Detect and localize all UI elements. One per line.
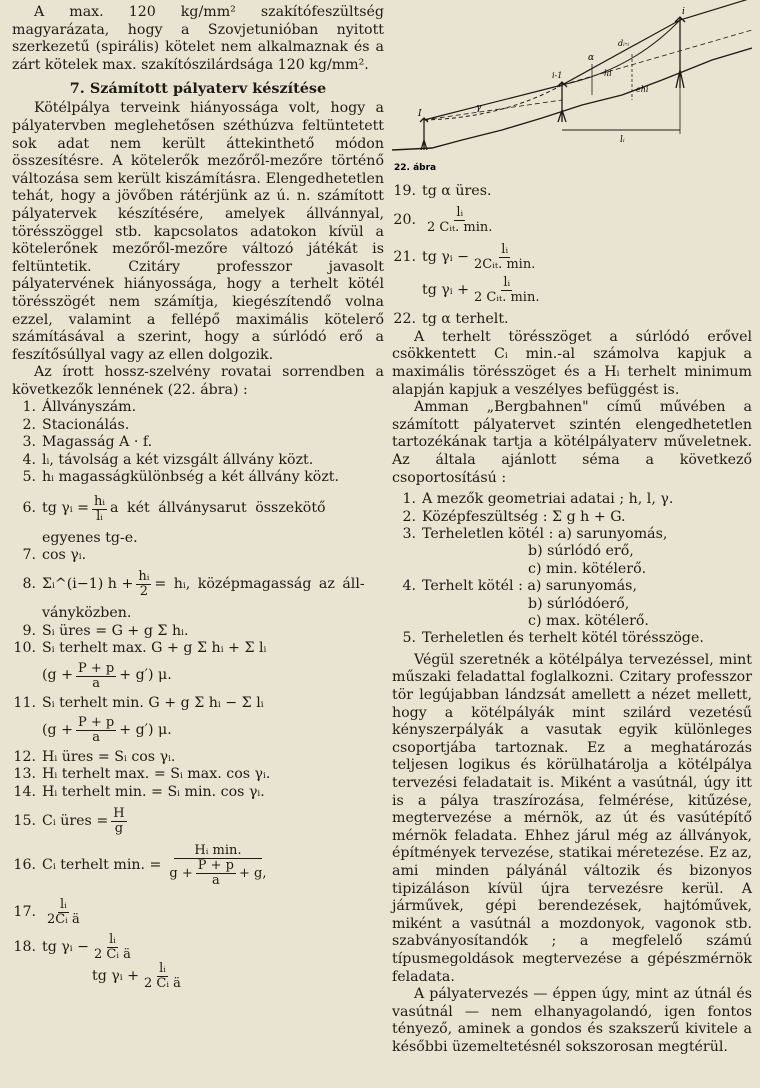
svg-text:lᵢ: lᵢ <box>620 135 625 145</box>
formula-10: 10. Sᵢ terhelt max. G + g Σ hᵢ + Σ lᵢ <box>13 640 267 657</box>
formula-6-cont: egyenes tg-e. <box>42 529 138 546</box>
formula-11: 11. Sᵢ terhelt min. G + g Σ hᵢ − Σ lᵢ <box>13 694 264 711</box>
formula-8: 8. Σᵢ^(i−1) h + $\frac{\text{hᵢ}}{2}$ = hᵢ, középmagasság az áll- <box>22 569 365 600</box>
formula-6: 6. tg γᵢ = $\frac{\text{hᵢ}}{\text{lᵢ}}$ a két állványsarut összekötő <box>22 493 326 524</box>
list-item: 1. Állványszám. <box>22 399 137 416</box>
formula-11-paren: (g + $\frac{P + p}{a}$ + g′) μ. <box>42 714 172 745</box>
list-item: 3. Magasság A · f. <box>22 434 153 451</box>
formula-9: 9. Sᵢ üres = G + g Σ hᵢ. <box>22 622 189 639</box>
list-item: 2. Középfeszültség : Σ g h + G. <box>402 508 626 525</box>
paragraph-6: A pályatervezés — éppen úgy, mint az útnál és vasútnál — nem elhanyagolandó, igen fontos tényező, aminek a gondos és szakszerű kivitele a későbbi üzemeltetésnél sokszorosan megtérül. <box>392 986 752 1055</box>
formula-17: 17. $\frac{\text{lᵢ}}{\text{2Cᵢ ä}}$ <box>13 897 80 928</box>
formula-19: 19. tg α üres. <box>393 183 492 199</box>
formula-16: 16. Cᵢ terhelt min. = Hᵢ min. g + $\frac{P + p}{a}$ + g, <box>13 843 267 889</box>
formula-21-b: tg γᵢ + $\frac{\text{lᵢ}}{\text{2 Cᵢₜ. min.}}$ <box>422 275 540 306</box>
list-item: 4. Terhelt kötél : a) sarunyomás, <box>402 578 637 595</box>
svg-text:I: I <box>418 109 422 119</box>
svg-text:γ: γ <box>476 103 482 113</box>
list-item: b) súrlódó erő, <box>528 543 634 560</box>
cable-profile-diagram <box>392 0 752 175</box>
intro-paragraph: A max. 120 kg/mm² szakítófeszültség magyarázata, hogy a Szovjetunióban nyitott szerkezetű (spirális) kötelet nem alkalmaznak és a zárt kötelek max. szakítószilárdsága 120 kg/mm². <box>12 4 384 73</box>
amman-list <box>392 491 752 648</box>
paragraph-4: Amman „Bergbahnen" című művében a számított pályatervet szintén elengedhetetlen tartozékának tartja a kötélpályaterv műveletnek. Az általa ajánlott séma a következő csoportosítású : <box>392 399 752 486</box>
svg-text:hi: hi <box>604 69 612 78</box>
list-item: c) max. kötélerő. <box>528 613 649 629</box>
left-column <box>12 0 384 991</box>
paragraph-3: A terhelt törésszöget a súrlódó erővel csökkentett Cᵢ min.-al számolva kapjuk a maximális törésszöget és a Hᵢ terhelt minimum alapján kapjuk a veszélyes befüggést is. <box>392 328 752 398</box>
svg-text:ehi: ehi <box>636 85 649 94</box>
list-item: 2. Stacionálás. <box>22 416 130 433</box>
figure-22 <box>392 0 752 175</box>
svg-text:22. ábra: 22. ábra <box>394 163 437 173</box>
svg-text:dᵢ-ᵢ: dᵢ-ᵢ <box>618 39 630 48</box>
formula-21: 21. tg γᵢ − $\frac{\text{lᵢ}}{\text{2Cᵢₜ. min.}}$ <box>393 242 536 273</box>
paragraph-1: Kötélpálya terveink hiányossága volt, hogy a pályatervben meglehetősen széthúzva feltüntetett sok adat nem került áttekinthető módon összesítésre. A kötelerők mezőről-mezőre történő változása sem került kiszámításra. Elengedhetetlen tehát, hogy a jövőben rátérjünk az ú. n. számított pályatervek készítésére, amelyek állvánnyal, törésszöggel stb. kapcsolatos adatokon kívül a kötelerőnek mezőről-mezőre változó játékát is feltüntetik. Czitáry professzor javasolt pályatervének hiányossága, hogy a terhelt kötél törésszögét nem számítja, kiegészítendő volna ezzel, valamint a fellépő maximális kötelerő számításával a szerint, hogy a súrlódó erő a feszítősúllyal vagy az ellen dolgozik. <box>12 100 384 363</box>
list-item: 1. A mezők geometriai adatai ; h, l, γ. <box>402 491 674 508</box>
formula-8-cont: ványközben. <box>42 605 132 622</box>
list-item: 5. hᵢ magasságkülönbség a két állvány közt. <box>22 469 340 486</box>
formula-10-paren: (g + $\frac{P + p}{a}$ + g′) μ. <box>42 660 172 691</box>
formula-15: 15. Cᵢ üres = $\frac{H}{g}$ <box>13 806 125 837</box>
formula-22: 22. tg α terhelt. <box>393 311 509 328</box>
svg-text:α: α <box>588 53 595 63</box>
list-item: c) min. kötélerő. <box>528 560 647 577</box>
column-list <box>12 399 384 486</box>
formula-7: 7. cos γᵢ. <box>22 546 87 563</box>
svg-text:i-1: i-1 <box>552 71 563 80</box>
list-item: 5. Terheletlen és terhelt kötél törésszöge. <box>402 630 704 647</box>
formula-18-b: tg γᵢ + $\frac{\text{lᵢ}}{\text{2 Cᵢ ä}}$ <box>92 961 181 992</box>
paragraph-5: Végül szeretnék a kötélpálya tervezéssel, mint műszaki feladattal foglalkozni. Czitary professzor tör legújabban lándzsát amellett a nézet mellett, hogy a kötélpályák mint szilárd vezetésű kényszerpályák a vasutak egyik különleges csoportjába tartoznak. Ez a meghatározás teljesen logikus és körülhatárolja a kötélpálya tervezési feladatait is. Miként a vasútnál, úgy itt is a pálya traszírozása, felmérése, kitűzése, megtervezése a mérnök, az út és vasútépítő mérnök feladata. Ehhez járul még az állványok, építmények tervezése, statikai méretezése. Ez az, ami minden pályánál változik és bizonyos tipizáláson kívül újra tervezésre kerül. A járművek, gépi berendezések, hajtóművek, miként a vasútnál a mozdonyok, vagonok stb. szabványosítandók ; a megfelelő számú típusmegoldások megtervezése a gépészmérnök feladata. <box>392 651 752 985</box>
formula-14: 14. Hᵢ terhelt min. = Sᵢ min. cos γᵢ. <box>13 783 265 800</box>
formula-18: 18. tg γᵢ − $\frac{\text{lᵢ}}{\text{2 Cᵢ ä}}$ <box>13 932 131 963</box>
formula-12: 12. Hᵢ üres = Sᵢ cos γᵢ. <box>13 748 176 765</box>
paragraph-2: Az írott hossz-szelvény rovatai sorrendben a következők lennének (22. ábra) : <box>12 364 384 398</box>
list-item: b) súrlódóerő, <box>528 595 630 612</box>
list-item: 3. Terheletlen kötél : a) sarunyomás, <box>402 525 668 542</box>
svg-text:i: i <box>682 7 685 17</box>
section-heading: 7. Számított pályaterv készítése <box>69 80 327 98</box>
right-column <box>392 0 752 1056</box>
list-item: 4. lᵢ, távolság a két vizsgált állvány közt. <box>22 451 314 468</box>
formula-20: 20. $\frac{\text{lᵢ}}{\text{2 Cᵢₜ. min.}}$ <box>393 205 493 236</box>
formula-13: 13. Hᵢ terhelt max. = Sᵢ max. cos γᵢ. <box>13 766 271 783</box>
